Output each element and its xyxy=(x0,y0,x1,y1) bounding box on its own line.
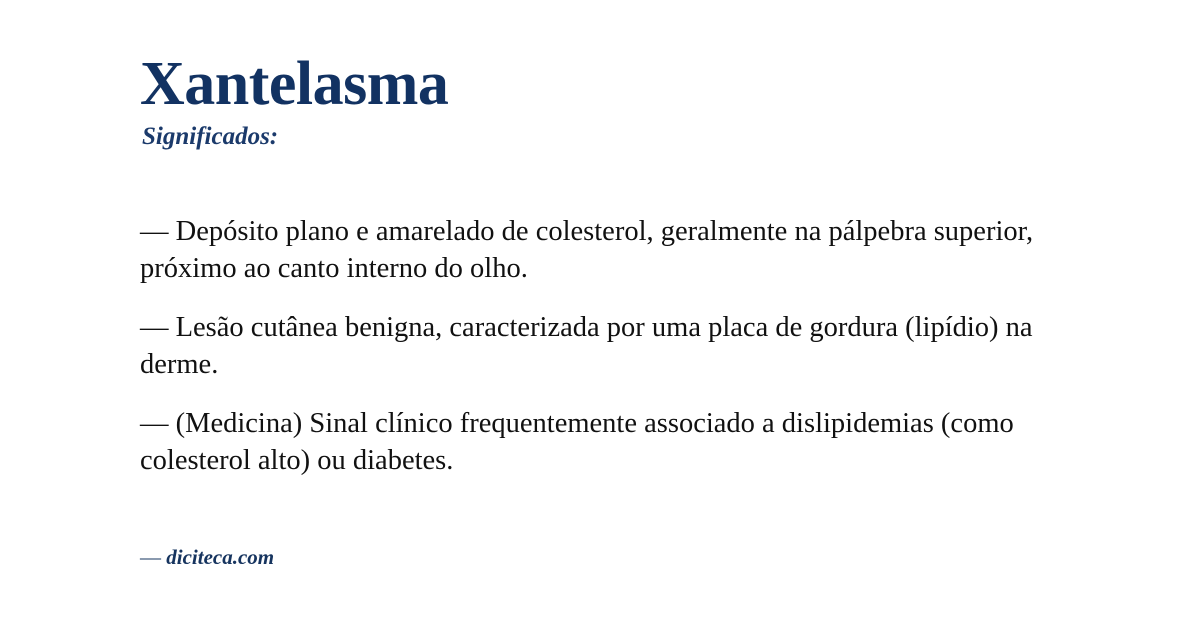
definition-item: — Depósito plano e amarelado de colesterol, geralmente na pálpebra superior, próximo ao canto interno do olho. xyxy=(140,215,1034,284)
definitions-list xyxy=(140,213,1060,479)
definition-item: — (Medicina) Sinal clínico frequentemente associado a dislipidemias (como colesterol alto) ou diabetes. xyxy=(140,407,1014,476)
page-title: Xantelasma xyxy=(140,50,449,118)
subtitle-label: Significados: xyxy=(142,123,279,151)
source-name: diciteca.com xyxy=(166,545,275,569)
source-dash: — xyxy=(140,545,161,569)
definition-item: — Lesão cutânea benigna, caracterizada por uma placa de gordura (lipídio) na derme. xyxy=(140,311,1033,380)
source-attribution xyxy=(140,545,274,570)
